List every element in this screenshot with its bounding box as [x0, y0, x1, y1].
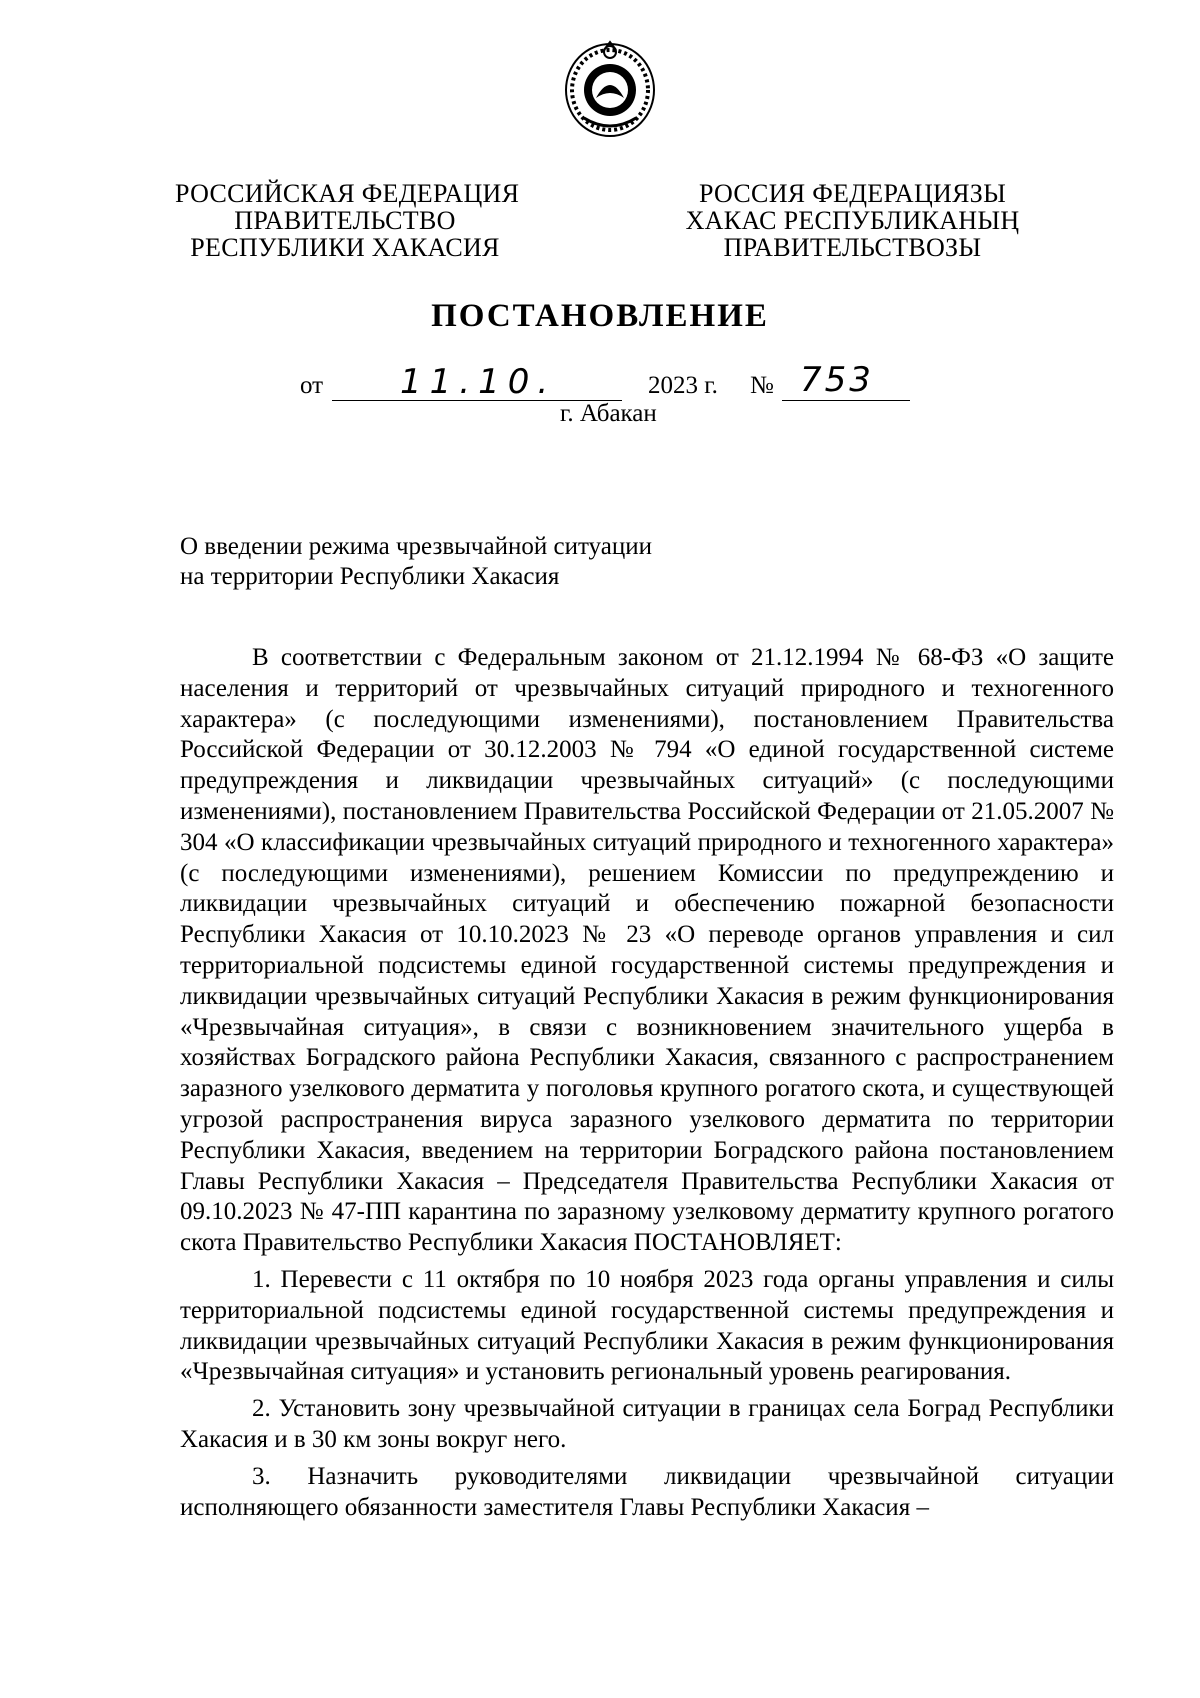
header-right-line: РОССИЯ ФЕДЕРАЦИЯЗЫ	[698, 179, 1007, 208]
year-label: 2023 г.	[648, 372, 718, 399]
header-left-line: РЕСПУБЛИКИ ХАКАСИЯ	[190, 233, 500, 262]
item-3-paragraph: 3. Назначить руководителями ликвидации чрезвычайной ситуации исполняющего обязанности заместителя Главы Республики Хакасия –	[180, 1462, 1114, 1521]
number-underline	[782, 400, 910, 401]
document-subject	[180, 532, 652, 592]
header-right-line: ХАКАС РЕСПУБЛИКАНЫҢ	[685, 206, 1020, 235]
preamble-paragraph: В соответствии с Федеральным законом от 21.12.1994 № 68-ФЗ «О защите населения и территорий от чрезвычайных ситуаций природного и техногенного характера» (с последующими изменениями), постановлением Правительства Российской Федерации от 30.12.2003 № 794 «О единой государственной системе предупреждения и ликвидации чрезвычайных ситуаций» (с последующими изменениями), постановлением Правительства Российской Федерации от 21.05.2007 № 304 «О классификации чрезвычайных ситуаций природного и техногенного характера» (с последующими изменениями), решением Комиссии по предупреждению и ликвидации чрезвычайных ситуаций и обеспечению пожарной безопасности Республики Хакасия от 10.10.2023 № 23 «О переводе органов управления и сил территориальной подсистемы единой государственной системы предупреждения и ликвидации чрезвычайных ситуаций Республики Хакасия в режим функционирования «Чрезвычайная ситуация», в связи с возникновением значительного ущерба в хозяйствах Боградского района Республики Хакасия, связанного с распространением заразного узелкового дерматита у поголовья крупного рогатого скота, и существующей угрозой распространения вируса заразного узелкового дерматита по территории Республики Хакасия, введением на территории Боградского района постановлением Главы Республики Хакасия – Председателя Правительства Республики Хакасия от 09.10.2023 № 47-ПП карантина по заразному узелковому дерматиту крупного рогатого скота Правительство Республики Хакасия ПОСТАНОВЛЯЕТ:	[180, 644, 1114, 1257]
item-2-paragraph: 2. Установить зону чрезвычайной ситуации в границах села Боград Республики Хакасия и в 30 км зоны вокруг него.	[180, 1395, 1114, 1453]
item-1-paragraph: 1. Перевести с 11 октября по 10 ноября 2023 года органы управления и силы территориальной подсистемы единой государственной системы предупреждения и ликвидации чрезвычайных ситуаций Республики Хакасия в режим функционирования «Чрезвычайная ситуация» и установить региональный уровень реагирования.	[180, 1265, 1114, 1386]
header-left-block	[175, 179, 520, 262]
header-right-block	[675, 180, 1030, 261]
document-body	[180, 643, 1114, 1523]
document-title: ПОСТАНОВЛЕНИЕ	[431, 298, 769, 334]
header-right-line: ПРАВИТЕЛЬСТВОЗЫ	[723, 233, 982, 262]
city-label: г. Абакан	[560, 400, 657, 427]
coat-of-arms-icon	[562, 38, 658, 140]
subject-line: О введении режима чрезвычайной ситуации	[180, 533, 652, 560]
header-left-line: РОССИЙСКАЯ ФЕДЕРАЦИЯ	[175, 179, 520, 208]
subject-line: на территории Республики Хакасия	[180, 563, 560, 590]
date-from-label: от	[300, 372, 324, 399]
handwritten-date: 11.10.	[400, 362, 557, 402]
number-sign: №	[750, 372, 774, 399]
header-left-line: ПРАВИТЕЛЬСТВО	[234, 206, 456, 235]
handwritten-number: 753	[800, 360, 874, 400]
